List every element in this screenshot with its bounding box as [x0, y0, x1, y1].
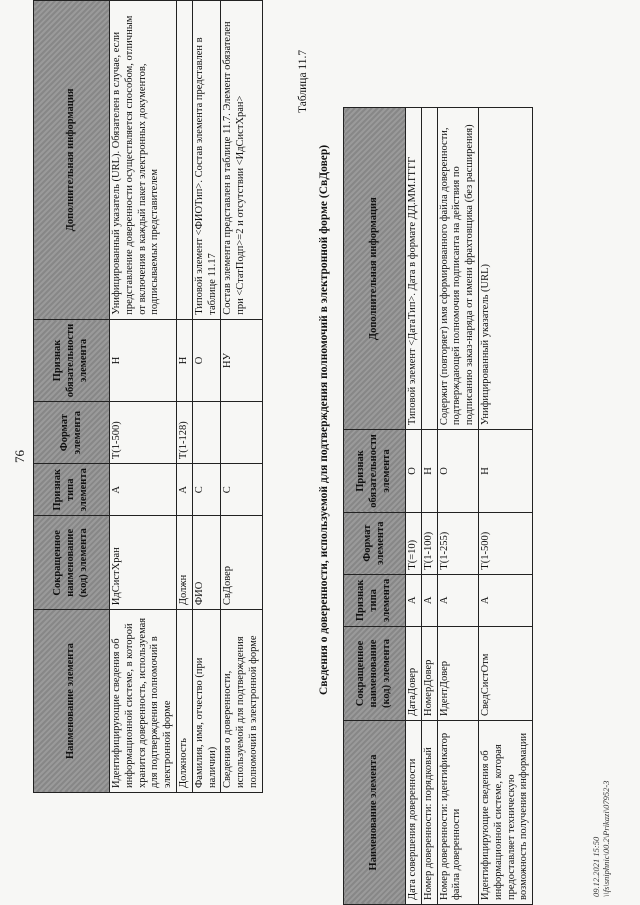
col-header-format: Формат элемента — [34, 402, 110, 464]
cell-format — [192, 402, 221, 464]
cell-type: С — [192, 464, 221, 516]
cell-type: А — [110, 464, 177, 516]
svdover-table — [343, 107, 533, 905]
cell-info: Унифицированный указатель (URL) — [478, 108, 532, 430]
table-row — [192, 1, 221, 793]
col-header-info: Дополнительная информация — [344, 108, 406, 430]
col-header-format: Формат элемента — [344, 512, 406, 574]
table-title: Сведения о доверенности, используемой для подтверждения полномочий в электронной форме (СвДовер) — [318, 144, 330, 695]
cell-name: Фамилия, имя, отчество (при наличии) — [192, 610, 221, 793]
cell-required: Н — [421, 430, 437, 513]
table-row — [176, 1, 192, 793]
stamp-date: 09.12.2021 15:50 — [591, 836, 601, 897]
cell-required: Н — [176, 319, 192, 402]
cell-info — [176, 1, 192, 320]
col-header-code: Сокращенное наименование (код) элемента — [34, 516, 110, 610]
cell-format: T(1-128) — [176, 402, 192, 464]
cell-info: Типовой элемент <ФИОТип>. Состав элемента представлен в таблице 11.17 — [192, 1, 221, 320]
table-row — [110, 1, 177, 793]
stamp-path: \\fs\sniphnic\00.2\Prikazi\07952-3 — [600, 780, 611, 897]
cell-format: T(=10) — [406, 512, 422, 574]
col-header-required: Признак обязательности элемента — [34, 319, 110, 402]
cell-code: СведСистОтм — [478, 627, 532, 721]
cell-name: Должность — [176, 610, 192, 793]
col-header-required: Признак обязательности элемента — [344, 430, 406, 513]
table-row — [406, 108, 422, 905]
table-row — [221, 1, 262, 793]
cell-info: Содержит (повторяет) имя сформированного файла доверенности, подтверждающей полномочия подписанта на действия по подписанию заказ-наряда от имени фрахтовщика (без расширения) — [437, 108, 478, 430]
cell-type: А — [437, 574, 478, 626]
elements-table-continued — [33, 0, 263, 793]
table-row — [478, 108, 532, 905]
cell-code: Должн — [176, 516, 192, 610]
col-header-type: Признак типа элемента — [344, 574, 406, 626]
cell-name: Идентифицирующие сведения об информационной системе, которая предоставляет техническую возможность получения информации — [478, 721, 532, 905]
cell-type: С — [221, 464, 262, 516]
cell-code: СвДовер — [221, 516, 262, 610]
cell-type: А — [478, 574, 532, 626]
cell-format: T(1-255) — [437, 512, 478, 574]
cell-required: Н — [110, 319, 177, 402]
cell-required: Н — [478, 430, 532, 513]
cell-format: T(1-100) — [421, 512, 437, 574]
cell-code: ФИО — [192, 516, 221, 610]
cell-type: А — [176, 464, 192, 516]
col-header-type: Признак типа элемента — [34, 464, 110, 516]
cell-info: Типовой элемент <ДатаТип>. Дата в формате ДД.ММ.ГГГГ — [406, 108, 422, 430]
cell-required: О — [192, 319, 221, 402]
cell-code: ИдентДовер — [437, 627, 478, 721]
cell-code: ИдСистХран — [110, 516, 177, 610]
cell-name: Номер доверенности: порядковый — [421, 721, 437, 905]
cell-name: Номер доверенности: идентификатор файла доверенности — [437, 721, 478, 905]
cell-info: Унифицированный указатель (URL). Обязателен в случае, если представление доверенности осуществляется способом, отличным от включения в каждый пакет электронных документов, подписываемых представителем — [110, 1, 177, 320]
table-caption: Таблица 11.7 — [297, 49, 309, 113]
cell-format — [221, 402, 262, 464]
col-header-info: Дополнительная информация — [34, 1, 110, 320]
cell-required: О — [406, 430, 422, 513]
cell-required: О — [437, 430, 478, 513]
col-header-code: Сокращенное наименование (код) элемента — [344, 627, 406, 721]
cell-info: Состав элемента представлен в таблице 11.7. Элемент обязателен при <СтатПодп>=2 и отсутствии <ИдСистХран> — [221, 1, 262, 320]
col-header-name: Наименование элемента — [34, 610, 110, 793]
col-header-name: Наименование элемента — [344, 721, 406, 905]
cell-format: T(1-500) — [110, 402, 177, 464]
cell-name: Идентифицирующие сведения об информационной системе, в которой хранится доверенность, используемая для подтверждения полномочий в электронной форме — [110, 610, 177, 793]
cell-type: А — [406, 574, 422, 626]
cell-format: T(1-500) — [478, 512, 532, 574]
cell-code: ДатаДовер — [406, 627, 422, 721]
page-number: 76 — [12, 450, 27, 463]
cell-name: Сведения о доверенности, используемой для подтверждения полномочий в электронной форме — [221, 610, 262, 793]
cell-type: А — [421, 574, 437, 626]
table-row — [421, 108, 437, 905]
document-stamp — [592, 781, 612, 897]
cell-info — [421, 108, 437, 430]
cell-code: НомерДовер — [421, 627, 437, 721]
cell-required: НУ — [221, 319, 262, 402]
cell-name: Дата совершения доверенности — [406, 721, 422, 905]
table-row — [437, 108, 478, 905]
